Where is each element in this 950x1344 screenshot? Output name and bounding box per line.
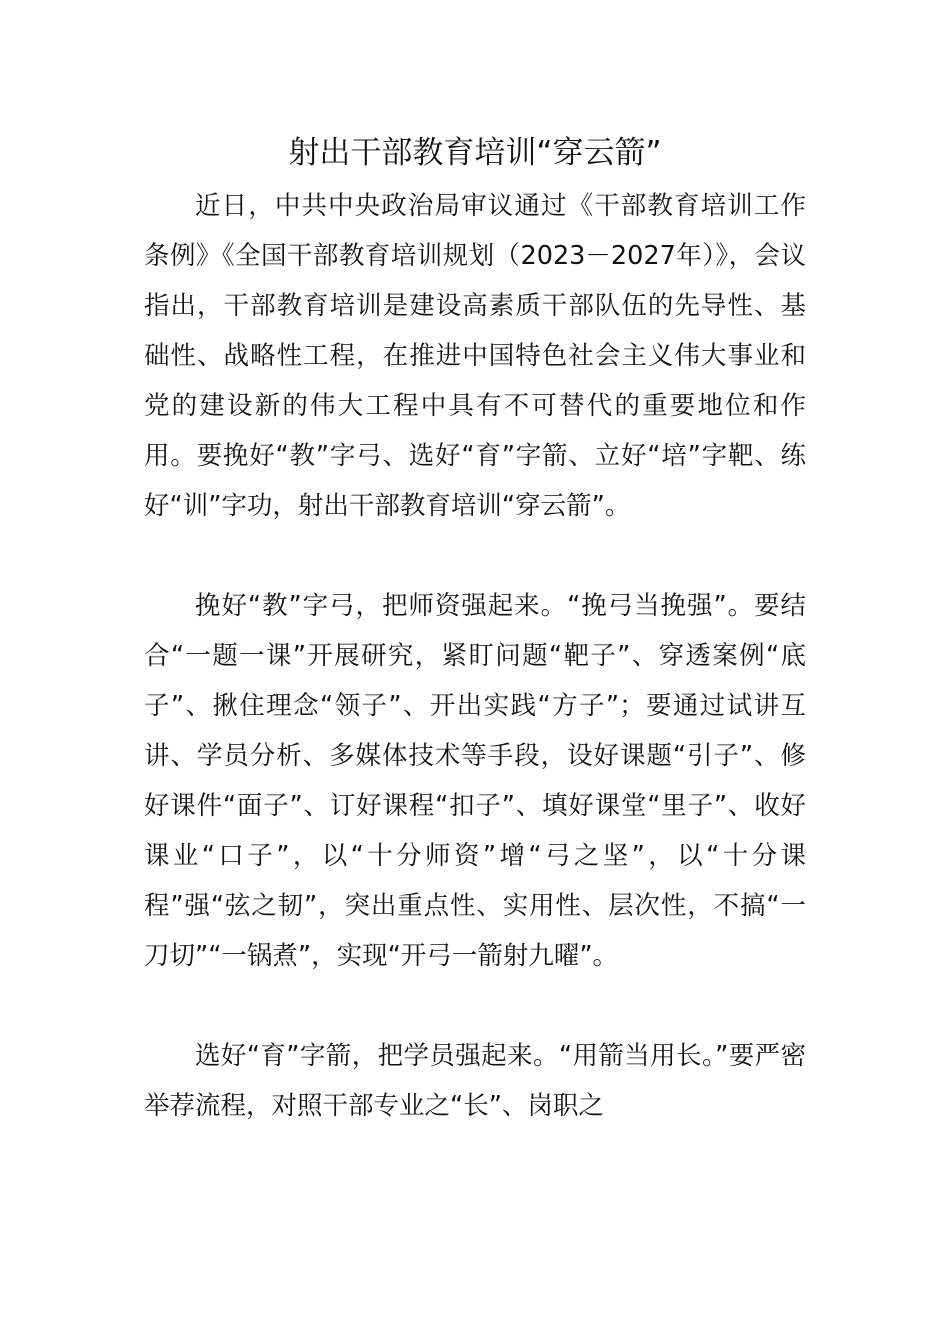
paragraph-intro: 近日，中共中央政治局审议通过《干部教育培训工作条例》《全国干部教育培训规划（2023－2027年）》，会议指出，干部教育培训是建设高素质干部队伍的先导性、基础性、战略性工程，在推进中国特色社会主义伟大事业和党的建设新的伟大工程中具有不可替代的重要地位和作用。要挽好“教”字弓、选好“育”字箭、立好“培”字靶、练好“训”字功，射出干部教育培训“穿云箭”。 — [144, 191, 806, 521]
paragraph-gap — [144, 531, 806, 581]
paragraph-teaching: 挽好“教”字弓，把师资强起来。“挽弓当挽强”。要结合“一题一课”开展研究，紧盯问题“靶子”、穿透案例“底子”、揪住理念“领子”、开出实践“方子”；要通过试讲互讲、学员分析、多媒体技术等手段，设好课题“引子”、修好课件“面子”、订好课程“扣子”、填好课堂“里子”、收好课业“口子”，以“十分师资”增“弓之坚”，以“十分课程”强“弦之韧”，突出重点性、实用性、层次性，不搞“一刀切”“一锅煮”，实现“开弓一箭射九曜”。 — [144, 591, 806, 971]
document-title: 射出干部教育培训“穿云箭” — [288, 135, 662, 171]
document-page — [144, 125, 806, 1131]
paragraph-gap — [144, 981, 806, 1031]
paragraph-cultivation: 选好“育”字箭，把学员强起来。“用箭当用长。”要严密举荐流程，对照干部专业之“长”、岗职之 — [144, 1041, 806, 1121]
